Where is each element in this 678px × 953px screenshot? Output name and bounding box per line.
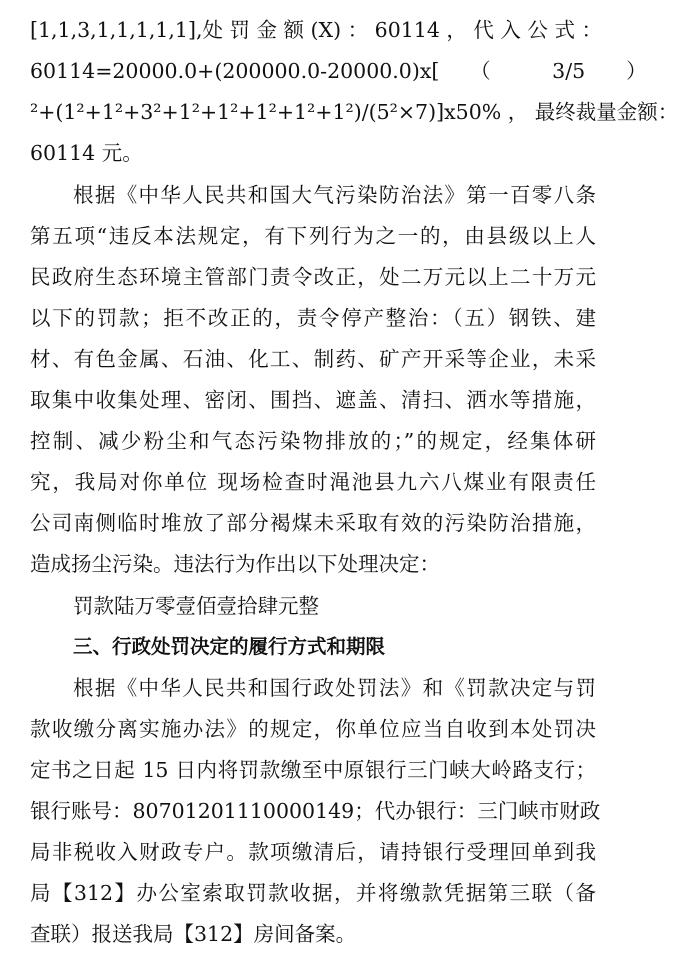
formula-line-3: ²+(1²+1²+3²+1²+1²+1²+1²+1²)/(5²×7)]x50% ， 最终裁量金额： [30, 100, 678, 124]
formula-line-2: 60114=20000.0+(200000.0-20000.0)x[ （ 3/5 ） [30, 59, 647, 83]
payment-line-3: 定书之日起 15 日内将罚款缴至中原银行三门峡大岭路支行； [30, 758, 596, 782]
formula-line-1: [1,1,3,1,1,1,1,1],处 罚 金 额 (X) ： 60114 ， 代 入 公 式 ： [30, 18, 602, 42]
payment-line-2: 款收缴分离实施办法》的规定，你单位应当自收到本处罚决 [30, 717, 596, 741]
basis-line-5: 材、有色金属、石油、化工、制药、矿产开采等企业，未采 [30, 347, 596, 371]
fine-amount: 罚款陆万零壹佰壹拾肆元整 [73, 594, 319, 618]
basis-line-4: 以下的罚款；拒不改正的，责令停产整治：（五）钢铁、建 [30, 306, 596, 330]
formula-line-4: 60114 元。 [30, 141, 143, 165]
section-heading: 三、行政处罚决定的履行方式和期限 [73, 635, 386, 658]
basis-line-6: 取集中收集处理、密闭、围挡、遮盖、清扫、洒水等措施， [30, 388, 596, 412]
basis-line-1: 根据《中华人民共和国大气污染防治法》第一百零八条 [73, 183, 596, 207]
basis-line-9: 公司南侧临时堆放了部分褐煤未采取有效的污染防治措施， [30, 511, 596, 535]
basis-line-8: 究，我局对你单位 现场检查时渑池县九六八煤业有限责任 [30, 470, 596, 494]
payment-line-1: 根据《中华人民共和国行政处罚法》和《罚款决定与罚 [73, 676, 596, 700]
basis-line-7: 控制、减少粉尘和气态污染物排放的；”的规定，经集体研 [30, 429, 596, 453]
payment-line-7: 查联）报送我局【312】房间备案。 [30, 922, 357, 946]
payment-line-6: 局【312】办公室索取罚款收据，并将缴款凭据第三联（备 [30, 881, 596, 905]
payment-line-5: 局非税收入财政专户。款项缴清后，请持银行受理回单到我 [30, 840, 596, 864]
basis-line-3: 民政府生态环境主管部门责令改正，处二万元以上二十万元 [30, 265, 596, 289]
basis-line-2: 第五项“违反本法规定，有下列行为之一的，由县级以上人 [30, 224, 596, 248]
basis-line-10: 造成扬尘污染。违法行为作出以下处理决定： [30, 552, 440, 576]
payment-line-4: 银行账号：80701201110000149；代办银行：三门峡市财政 [30, 799, 601, 823]
